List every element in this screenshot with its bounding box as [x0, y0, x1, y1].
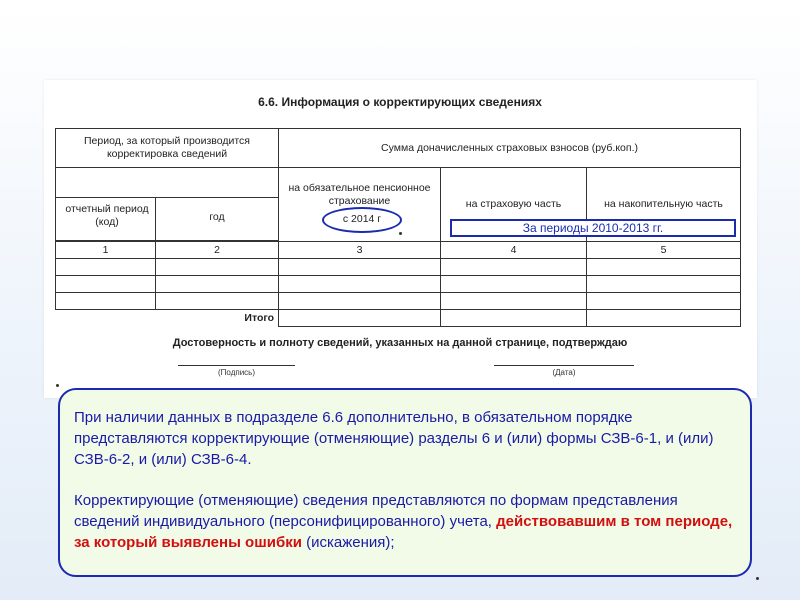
table-cell	[587, 293, 741, 310]
col-number-3: 3	[279, 242, 441, 259]
info-paragraph-1: При наличии данных в подразделе 6.6 дополнительно, в обязательном порядке представляются корректирующие (отменяющие) разделы 6 и (или) формы СЗВ-6-1, и (или) СЗВ-6-2, и (или) СЗВ-6-4.	[74, 409, 714, 468]
header-mandatory-label: на обязательное пенсионное страхование	[288, 182, 431, 207]
subheader-divider	[55, 197, 279, 198]
table-cell	[279, 276, 441, 293]
periods-note: За периоды 2010-2013 гг.	[450, 219, 736, 237]
total-spacer	[56, 310, 156, 327]
info-box	[58, 388, 752, 577]
highlight-circle-2014	[322, 207, 402, 233]
table-cell	[587, 259, 741, 276]
table-cell	[587, 276, 741, 293]
signature-caption: (Подпись)	[218, 368, 255, 377]
col-number-4: 4	[441, 242, 587, 259]
table-cell	[279, 259, 441, 276]
table-row	[56, 293, 741, 310]
table-cell	[56, 293, 156, 310]
info-paragraph-2-highlight: действовавшим в том периоде, за который выявлены ошибки	[74, 513, 733, 551]
total-row	[56, 310, 741, 327]
dot-mark	[56, 384, 59, 387]
total-label: Итого	[156, 310, 279, 327]
table-cell	[156, 276, 279, 293]
table-cell	[156, 293, 279, 310]
header-report-period: отчетный период (код)	[65, 203, 149, 228]
table-cell	[56, 259, 156, 276]
date-line	[494, 365, 634, 366]
dot-mark	[756, 577, 759, 580]
header-sum: Сумма доначисленных страховых взносов (руб.коп.)	[279, 129, 741, 168]
info-paragraph-2-end: (искажения);	[301, 534, 395, 551]
table-row	[56, 276, 741, 293]
mandatory-since-label: с 2014 г	[342, 213, 382, 225]
date-caption: (Дата)	[552, 368, 576, 377]
table-cell	[441, 259, 587, 276]
total-cell	[441, 310, 587, 327]
info-paragraph-2	[74, 490, 738, 553]
header-insurance: на страховую часть	[441, 168, 587, 242]
table-row	[56, 259, 741, 276]
dot-mark	[399, 232, 402, 235]
col-number-2: 2	[156, 242, 279, 259]
subheader-bottom	[55, 240, 279, 241]
total-cell	[279, 310, 441, 327]
header-funded: на накопительную часть	[587, 168, 741, 242]
header-year: год	[209, 211, 225, 223]
form-title: 6.6. Информация о корректирующих сведениях	[258, 95, 542, 109]
signature-line	[178, 365, 295, 366]
col-number-1: 1	[56, 242, 156, 259]
table-cell	[156, 259, 279, 276]
total-cell	[587, 310, 741, 327]
header-period: Период, за который производится корректировка сведений	[56, 129, 279, 168]
subheader-vline	[155, 197, 156, 241]
table-cell	[441, 276, 587, 293]
table-cell	[441, 293, 587, 310]
confirm-text: Достоверность и полноту сведений, указанных на данной странице, подтверждаю	[172, 337, 628, 349]
table-cell	[56, 276, 156, 293]
col-number-5: 5	[587, 242, 741, 259]
table-cell	[279, 293, 441, 310]
info-paragraph-2-start: Корректирующие (отменяющие) сведения представляются по формам представления сведений индивидуального (персонифицированного) учета,	[74, 492, 678, 530]
